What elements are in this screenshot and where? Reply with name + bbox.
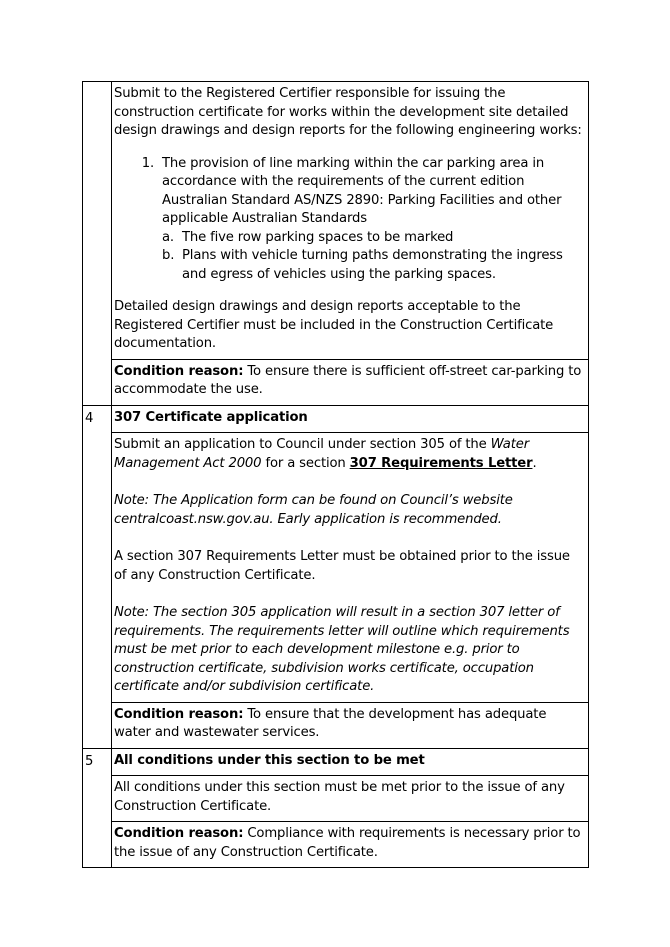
- sub-list-item-text: Plans with vehicle turning paths demonstrating the ingress and egress of vehicles using the parking spaces.: [182, 248, 563, 282]
- list-marker: 1.: [141, 155, 154, 171]
- condition-title: All conditions under this section to be met: [114, 752, 425, 768]
- sub-list-item: [162, 229, 586, 248]
- condition-paragraph: All conditions under this section must be met prior to the issue of any Construction Certificate.: [114, 780, 565, 814]
- condition-intro: Submit to the Registered Certifier responsible for issuing the construction certificate for works within the development site detailed design drawings and design reports for the following engineering works:: [114, 86, 582, 138]
- table-row: [83, 702, 589, 748]
- table-row: [83, 822, 589, 868]
- requirements-letter-link[interactable]: 307 Requirements Letter: [349, 455, 533, 471]
- condition-reason-label: Condition reason:: [114, 363, 244, 379]
- condition-title-cell: [112, 748, 589, 776]
- condition-body-cell: [112, 433, 589, 703]
- table-row: [83, 433, 589, 703]
- table-row: [83, 776, 589, 822]
- act-name: Water Management Act 2000: [114, 437, 529, 471]
- condition-reason-cell: [112, 822, 589, 868]
- conditions-table-page: [82, 81, 589, 868]
- text-segment: for a section: [261, 455, 350, 471]
- condition-paragraph: A section 307 Requirements Letter must be obtained prior to the issue of any Construction Certificate.: [114, 549, 570, 583]
- condition-body-cell: [112, 776, 589, 822]
- condition-note: [114, 492, 586, 529]
- condition-reason-label: Condition reason:: [114, 706, 244, 722]
- note-text: Note: The section 305 application will result in a section 307 letter of requirements. The requirements letter will outline which requirements must be met prior to each development milestone e.g. prior to construction certificate, subdivision works certificate, occupation certificate and/or subdivision certificate.: [114, 605, 570, 694]
- condition-number-cell: [83, 82, 112, 406]
- note-text: Note: The Application form can be found on Council’s website centralcoast.nsw.gov.au. Early application is recommended.: [114, 493, 513, 527]
- table-row: [83, 359, 589, 405]
- sub-list-marker: a.: [162, 229, 174, 245]
- list-item: [114, 155, 586, 229]
- table-row: [83, 748, 589, 776]
- sub-list-item: [162, 247, 586, 284]
- condition-reason-text: To ensure that the development has adequate water and wastewater services.: [114, 706, 547, 740]
- table-row: [83, 82, 589, 360]
- condition-body-cell: [112, 82, 589, 360]
- condition-reason: [114, 706, 586, 743]
- sub-list-item-text: The five row parking spaces to be marked: [182, 229, 454, 245]
- condition-number-cell: 5: [83, 748, 112, 868]
- condition-title: 307 Certificate application: [114, 409, 308, 425]
- condition-reason-text: Compliance with requirements is necessary prior to the issue of any Construction Certificate.: [114, 826, 581, 860]
- text-segment: Submit an application to Council under section 305 of the: [114, 437, 491, 452]
- condition-note: [114, 604, 586, 697]
- condition-reason-text: To ensure there is sufficient off-street car-parking to accommodate the use.: [114, 363, 582, 397]
- conditions-table: [82, 81, 589, 868]
- condition-reason-cell: [112, 702, 589, 748]
- condition-reason-label: Condition reason:: [114, 826, 244, 841]
- engineering-works-list: [114, 155, 586, 285]
- condition-reason: [114, 825, 586, 862]
- condition-paragraph: [114, 436, 586, 473]
- text-segment: .: [532, 455, 537, 471]
- table-row: [83, 405, 589, 433]
- condition-closing: Detailed design drawings and design reports acceptable to the Registered Certifier must be included in the Construction Certificate documentation.: [114, 299, 554, 351]
- condition-reason-cell: [112, 359, 589, 405]
- condition-number-cell: 4: [83, 405, 112, 748]
- list-item-text: The provision of line marking within the car parking area in accordance with the requirements of the current edition Australian Standard AS/NZS 2890: Parking Facilities and other applicable Australian Standards: [162, 155, 562, 226]
- condition-title-cell: [112, 405, 589, 433]
- condition-reason: [114, 363, 586, 400]
- sub-list-marker: b.: [162, 248, 175, 263]
